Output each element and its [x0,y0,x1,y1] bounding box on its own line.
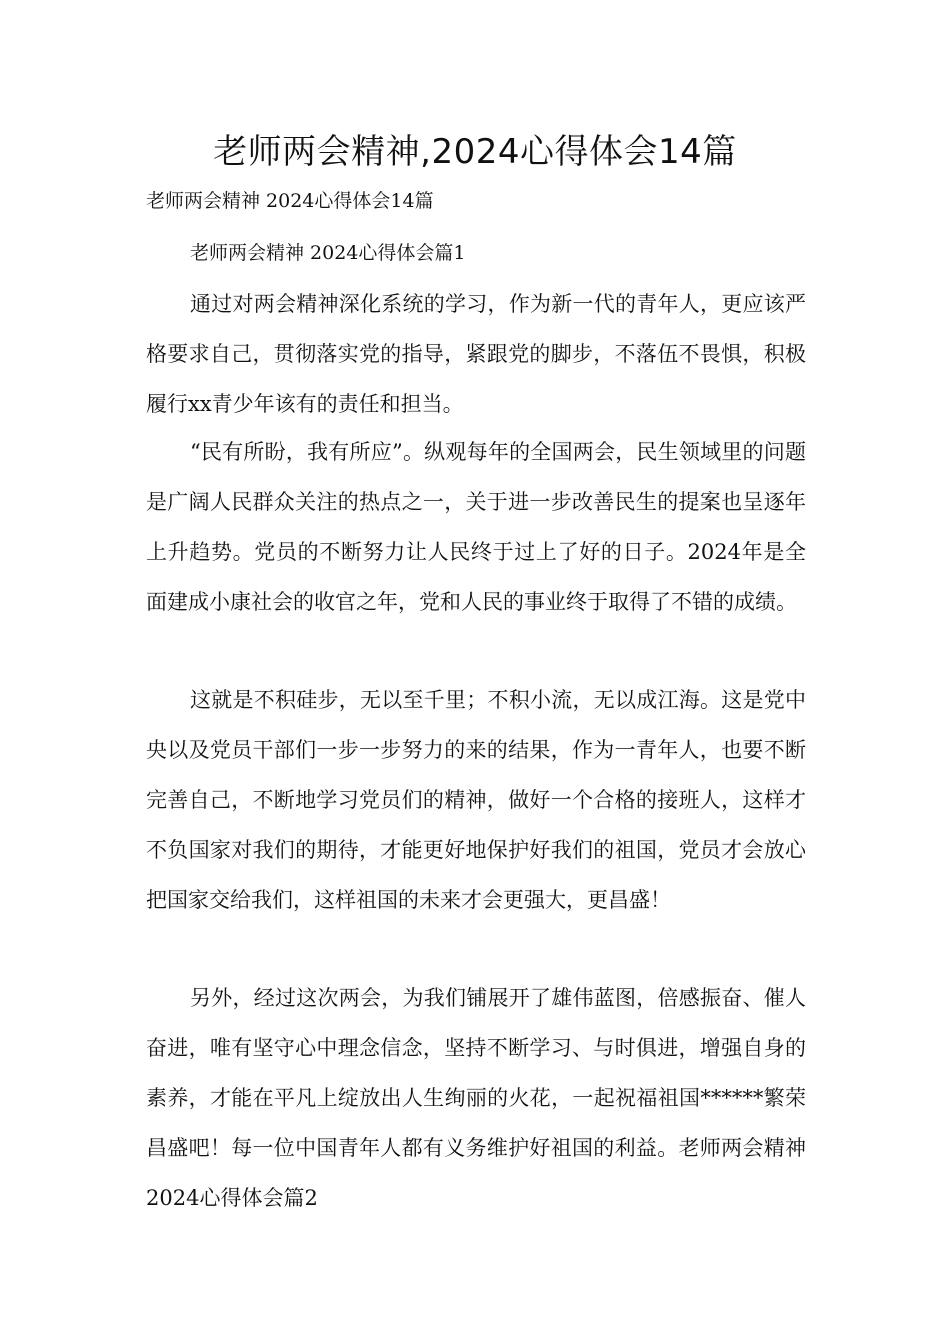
paragraph-3: 这就是不积硅步，无以至千里；不积小流，无以成江海。这是党中央以及党员干部们一步一步努力的来的结果，作为一青年人，也要不断完善自己，不断地学习党员们的精神，做好一个合格的接班人，这样才不负国家对我们的期待，才能更好地保护好我们的祖国，党员才会放心把国家交给我们，这样祖国的未来才会更强大，更昌盛！ [146,688,806,912]
paragraph-4: 另外，经过这次两会，为我们铺展开了雄伟蓝图，倍感振奋、催人奋进，唯有坚守心中理念信念，坚持不断学习、与时俱进，增强自身的素养，才能在平凡上绽放出人生绚丽的火花，一起祝福祖国******繁荣昌盛吧！每一位中国青年人都有义务维护好祖国的利益。老师两会精神 2024心得体会篇2 [146,986,806,1210]
paragraph-2: “民有所盼，我有所应”。纵观每年的全国两会，民生领域里的问题是广阔人民群众关注的热点之一，关于进一步改善民生的提案也呈逐年上升趋势。党员的不断努力让人民终于过上了好的日子。2024年是全面建成小康社会的收官之年，党和人民的事业终于取得了不错的成绩。 [146,440,806,614]
section-heading: 老师两会精神 2024心得体会篇1 [190,242,466,264]
document-subtitle: 老师两会精神 2024心得体会14篇 [146,190,434,212]
paragraph-1: 通过对两会精神深化系统的学习，作为新一代的青年人，更应该严格要求自己，贯彻落实党的指导，紧跟党的脚步，不落伍不畏惧，积极履行xx青少年该有的责任和担当。 [146,292,806,416]
document-title: 老师两会精神,2024心得体会14篇 [213,132,737,172]
